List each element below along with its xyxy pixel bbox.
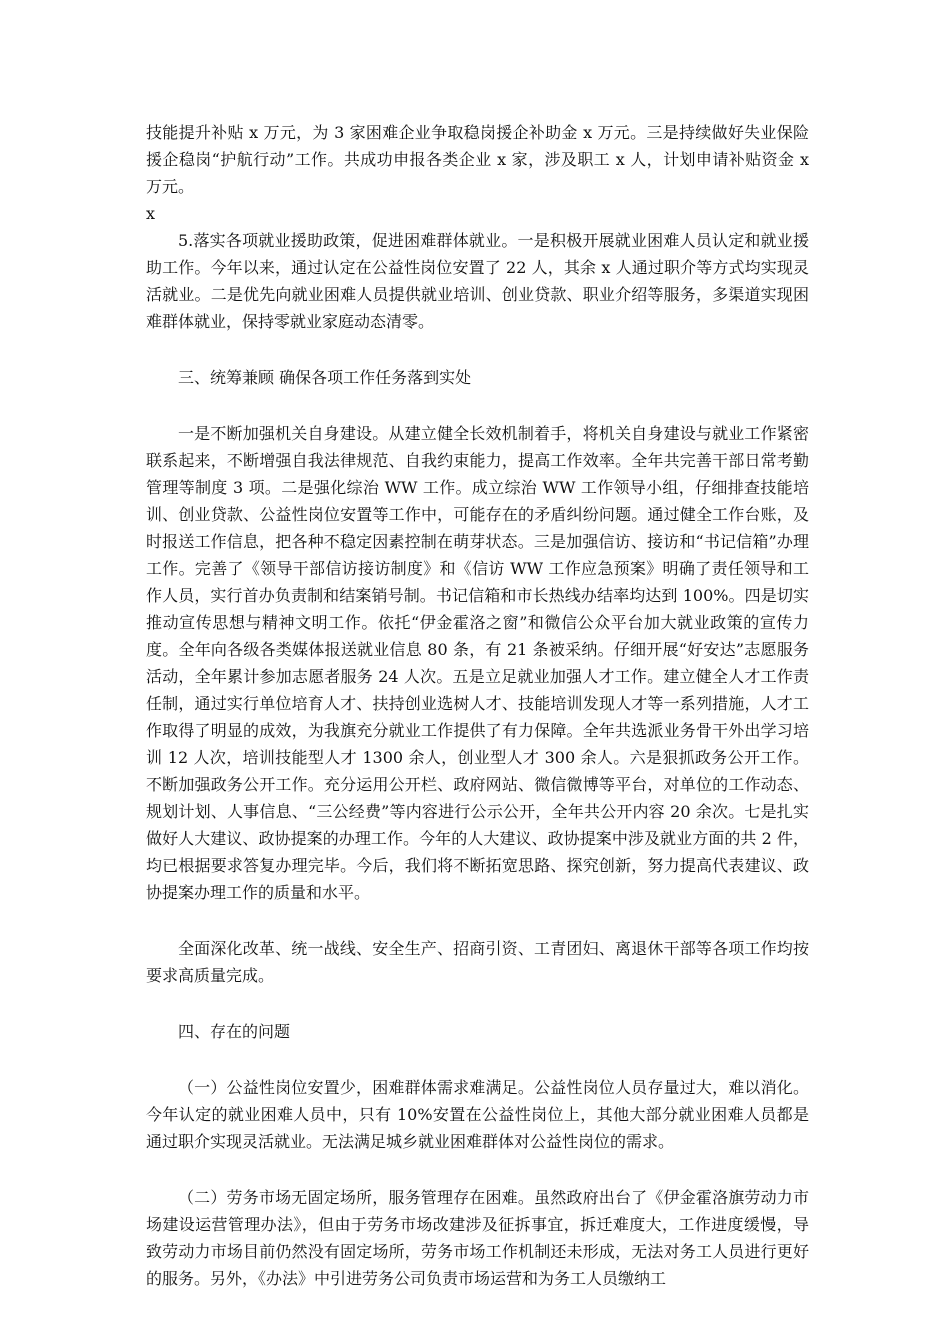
spacer bbox=[146, 1155, 809, 1184]
section-heading-4: 四、存在的问题 bbox=[178, 1022, 291, 1041]
spacer bbox=[146, 335, 809, 364]
paragraph-marker: x bbox=[146, 204, 156, 223]
spacer bbox=[146, 1045, 809, 1074]
paragraph-problem-2: （二）劳务市场无固定场所，服务管理存在困难。虽然政府出台了《伊金霍洛旗劳动力市场建设运营管理办法》，但由于劳务市场改建涉及征拆事宜，拆迁难度大，工作进度缓慢，导致劳动力市场目前仍然没有固定场所，劳务市场工作机制还未形成，无法对务工人员进行更好的服务。另外，《办法》中引进劳务公司负责市场运营和为务工人员缴纳工 bbox=[146, 1188, 809, 1288]
paragraph-problem-1: （一）公益性岗位安置少，困难群体需求难满足。公益性岗位人员存量过大，难以消化。今年认定的就业困难人员中，只有 10%安置在公益性岗位上，其他大部分就业困难人员都是通过职介实现灵活就业。无法满足城乡就业困难群体对公益性岗位的需求。 bbox=[146, 1078, 809, 1151]
document-page bbox=[146, 119, 809, 1292]
spacer bbox=[146, 989, 809, 1018]
paragraph-self-construction: 一是不断加强机关自身建设。从建立健全长效机制着手，将机关自身建设与就业工作紧密联系起来，不断增强自我法律规范、自我约束能力，提高工作效率。全年共完善干部日常考勤管理等制度 3 项。二是强化综治 WW 工作。成立综治 WW 工作领导小组，仔细排查技能培训、创业贷款、公益性岗位安置等工作中，可能存在的矛盾纠纷问题。通过健全工作台账，及时报送工作信息，把各种不稳定因素控制在萌芽状态。三是加强信访、接访和“书记信箱”办理工作。完善了《领导干部信访接访制度》和《信访 WW 工作应急预案》明确了责任领导和工作人员，实行首办负责制和结案销号制。书记信箱和市长热线办结率均达到 100%。四是切实推动宣传思想与精神文明工作。依托“伊金霍洛之窗”和微信公众平台加大就业政策的宣传力度。全年向各级各类媒体报送就业信息 80 条，有 21 条被采纳。仔细开展“好安达”志愿服务活动，全年累计参加志愿者服务 24 人次。五是立足就业加强人才工作。建立健全人才工作责任制，通过实行单位培育人才、扶持创业选树人才、技能培训发现人才等一系列措施，人才工作取得了明显的成效，为我旗充分就业工作提供了有力保障。全年共选派业务骨干外出学习培训 12 人次，培训技能型人才 1300 余人，创业型人才 300 余人。六是狠抓政务公开工作。不断加强政务公开工作。充分运用公开栏、政府网站、微信微博等平台，对单位的工作动态、规划计划、人事信息、“三公经费”等内容进行公示公开，全年共公开内容 20 余次。七是扎实做好人大建议、政协提案的办理工作。今年的人大建议、政协提案中涉及就业方面的共 2 件，均已根据要求答复办理完毕。今后，我们将不断拓宽思路、探究创新，努力提高代表建议、政协提案办理工作的质量和水平。 bbox=[146, 424, 809, 902]
spacer bbox=[146, 391, 809, 420]
spacer bbox=[146, 906, 809, 935]
paragraph-subsidy: 技能提升补贴 x 万元，为 3 家困难企业争取稳岗援企补助金 x 万元。三是持续做好失业保险援企稳岗“护航行动”工作。共成功申报各类企业 x 家，涉及职工 x 人，计划申请补贴资金 x 万元。 bbox=[146, 123, 809, 196]
section-heading-3: 三、统筹兼顾 确保各项工作任务落到实处 bbox=[178, 368, 472, 387]
paragraph-overall-work: 全面深化改革、统一战线、安全生产、招商引资、工青团妇、离退休干部等各项工作均按要求高质量完成。 bbox=[146, 939, 809, 985]
paragraph-employment-assistance: 5.落实各项就业援助政策，促进困难群体就业。一是积极开展就业困难人员认定和就业援助工作。今年以来，通过认定在公益性岗位安置了 22 人，其余 x 人通过职介等方式均实现灵活就业。二是优先向就业困难人员提供就业培训、创业贷款、职业介绍等服务，多渠道实现困难群体就业，保持零就业家庭动态清零。 bbox=[146, 231, 809, 331]
